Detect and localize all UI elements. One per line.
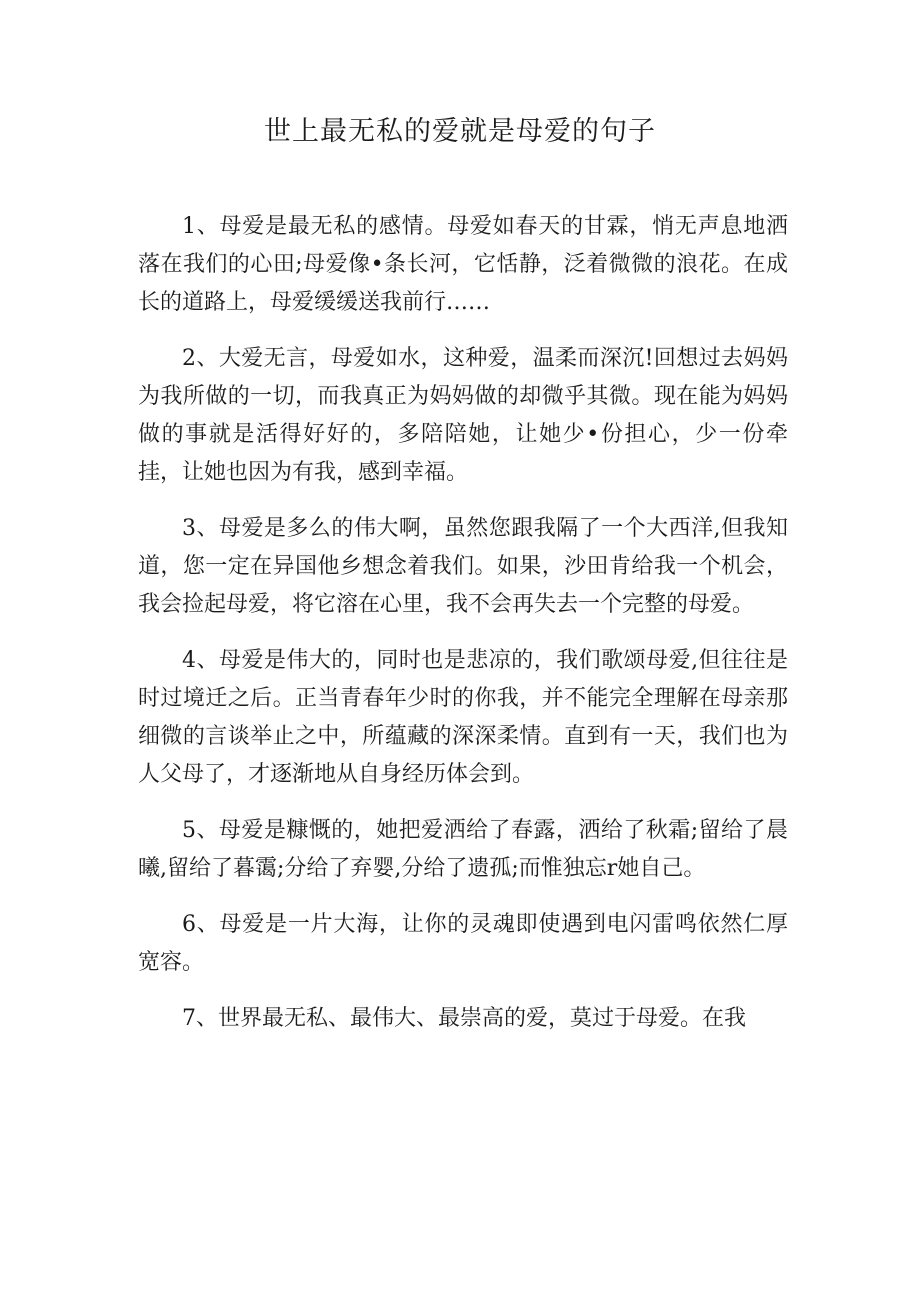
paragraph-3: 3、母爱是多么的伟大啊，虽然您跟我隔了一个大西洋,但我知道，您一定在异国他乡想念着我们。如果，沙田肯给我一个机会，我会捡起母爱，将它溶在心里，我不会再失去一个完整的母爱。 — [138, 516, 788, 617]
document-body — [138, 208, 788, 1056]
paragraph-2: 2、大爱无言，母爱如水，这种爱，温柔而深沉!回想过去妈妈为我所做的一切，而我真正为妈妈做的却微乎其微。现在能为妈妈做的事就是活得好好的，多陪陪她，让她少•份担心，少一份牵挂，让她也因为有我，感到幸福。 — [138, 346, 788, 485]
paragraph-4: 4、母爱是伟大的，同时也是悲凉的，我们歌颂母爱,但往往是时过境迁之后。正当青春年少时的你我，并不能完全理解在母亲那细微的言谈举止之中，所蕴藏的深深柔情。直到有一天，我们也为人父母了，才逐渐地从自身经历体会到。 — [138, 648, 788, 787]
paragraph-1: 1、母爱是最无私的感情。母爱如春天的甘霖，悄无声息地洒落在我们的心田;母爱像•条长河，它恬静，泛着微微的浪花。在成长的道路上，母爱缓缓送我前行…… — [138, 214, 788, 315]
document-title: 世上最无私的爱就是母爱的句子 — [264, 116, 656, 147]
paragraph-6: 6、母爱是一片大海，让你的灵魂即使遇到电闪雷鸣依然仁厚宽容。 — [138, 912, 788, 975]
paragraph-7: 7、世界最无私、最伟大、最崇高的爱，莫过于母爱。在我 — [182, 1006, 746, 1031]
paragraph-5: 5、母爱是糠慨的，她把爱洒给了春露，洒给了秋霜;留给了晨曦,留给了暮霭;分给了弃婴,分给了遗孤;而惟独忘r她自己。 — [138, 818, 788, 881]
